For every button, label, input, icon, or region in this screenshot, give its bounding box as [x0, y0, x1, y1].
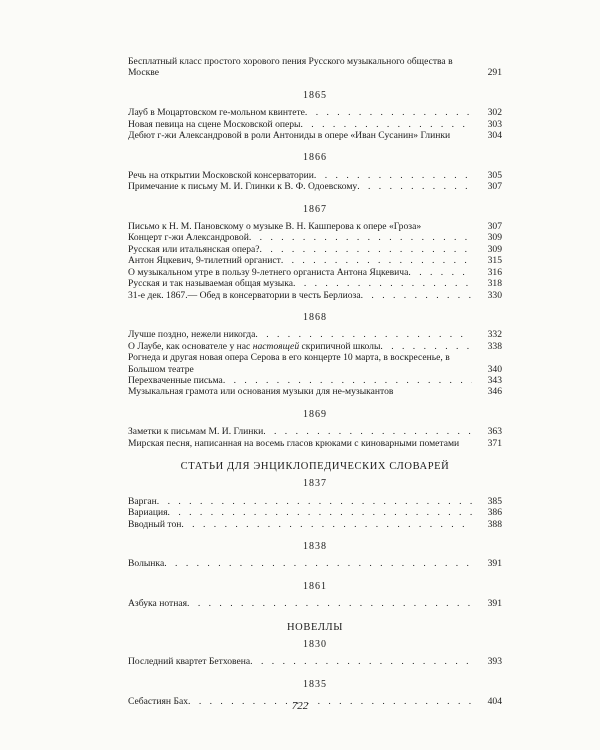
toc-entry-title: Дебют г-жи Александровой в роли Антониды в опере «Иван Сусанин» Глинки — [128, 130, 451, 142]
toc-entry-title: Письмо к Н. М. Пановскому о музыке В. Н. Кашперова к опере «Гроза» — [128, 221, 422, 233]
year-heading: 1865 — [303, 89, 327, 101]
toc-entry-page: 309 — [487, 232, 502, 244]
toc-entry-page: 315 — [487, 255, 502, 267]
toc-entry — [128, 329, 502, 340]
toc-entry-title: Заметки к письмам М. И. Глинки . . . — [128, 426, 472, 437]
year-heading: 1835 — [303, 678, 327, 690]
toc-entry-title: Речь на открытии Московской консерватории . . . — [128, 170, 472, 181]
toc-entry-page: 393 — [487, 656, 502, 668]
year-heading: 1830 — [303, 639, 327, 651]
toc-entry-page: 404 — [487, 696, 502, 708]
toc-entry-page: 304 — [487, 130, 502, 142]
title-part: скрипичной школы — [299, 340, 381, 352]
toc-entry — [128, 386, 502, 397]
toc-entry-title: Волынка . . . — [128, 558, 472, 569]
toc-entry-page: 343 — [487, 374, 502, 386]
toc-entry-page: 340 — [487, 363, 502, 375]
year-heading: 1861 — [303, 580, 327, 592]
page-number: 722 — [291, 700, 309, 712]
year-heading: 1867 — [303, 203, 327, 215]
toc-entry — [128, 426, 502, 437]
toc-entry — [128, 507, 502, 518]
toc-entry-title: Музыкальная грамота или основания музыки для не-музыкантов — [128, 386, 394, 398]
toc-entry — [128, 496, 502, 507]
toc-entry-page: 309 — [487, 243, 502, 255]
toc-entry — [128, 170, 502, 181]
toc-entry-page: 332 — [487, 329, 502, 341]
year-heading: 1868 — [303, 311, 327, 323]
toc-entry — [128, 232, 502, 243]
toc-entry-page: 316 — [487, 266, 502, 278]
toc-entry-title: Азбука нотная . . . — [128, 598, 472, 609]
toc-entry — [128, 341, 502, 352]
toc-entry — [128, 278, 502, 289]
toc-entry — [128, 519, 502, 530]
toc-entry — [128, 375, 502, 386]
title-part: О Лаубе, как основателе у нас — [128, 340, 253, 352]
toc-entry — [128, 352, 502, 375]
section-heading: СТАТЬИ ДЛЯ ЭНЦИКЛОПЕДИЧЕСКИХ СЛОВАРЕЙ — [180, 460, 450, 472]
toc-entry — [128, 107, 502, 118]
toc-entry — [128, 558, 502, 569]
toc-entry-title: Примечание к письму М. И. Глинки к В. Ф. Одоевскому . . . — [128, 181, 472, 192]
toc-entry-title: Лауб в Моцартовском ге-мольном квинтете . . . — [128, 107, 472, 118]
toc-entry-title: Вариация . . . — [128, 507, 472, 518]
toc-entry-page: 391 — [487, 598, 502, 610]
toc-entry — [128, 244, 502, 255]
toc-entry-page: 371 — [487, 437, 502, 449]
toc-entry-page: 338 — [487, 340, 502, 352]
toc-entry-page: 346 — [487, 386, 502, 398]
toc-entry-page: 305 — [487, 169, 502, 181]
toc-entry — [128, 438, 502, 449]
toc-entry-page: 386 — [487, 507, 502, 519]
toc-entry-page: 363 — [487, 426, 502, 438]
year-heading: 1869 — [303, 408, 327, 420]
toc-entry-page: 318 — [487, 278, 502, 290]
toc-entry — [128, 119, 502, 130]
toc-entry — [128, 598, 502, 609]
toc-entry-title: Русская и так называемая общая музыка . . . — [128, 278, 472, 289]
toc-entry-page: 391 — [487, 558, 502, 570]
toc-entry-title: Бесплатный класс простого хорового пения Русского музыкального общества в Москве — [128, 56, 453, 79]
toc-entry — [128, 656, 502, 667]
toc-entry-title: Варган . . . — [128, 496, 472, 507]
toc-entry-title: О музыкальном утре в пользу 9-летнего органиста Антона Яцкевича . . . — [128, 267, 472, 278]
toc-entry-page: 330 — [487, 289, 502, 301]
toc-entry-page: 307 — [487, 221, 502, 233]
toc-entry — [128, 181, 502, 192]
year-heading: 1838 — [303, 541, 327, 552]
toc-entry — [128, 56, 502, 79]
toc-entry-page: 291 — [487, 67, 502, 79]
toc-entry — [128, 130, 502, 141]
toc-entry-title: 31-е дек. 1867.— Обед в консерватории в честь Берлиоза . . . — [128, 290, 472, 301]
section-heading: НОВЕЛЛЫ — [286, 621, 344, 633]
year-heading: 1837 — [303, 478, 327, 490]
toc-entry-title: Антон Яцкевич, 9-тилетний органист . . . — [128, 255, 472, 266]
toc-entry — [128, 290, 502, 301]
toc-entry-title: Лучше поздно, нежели никогда . . . — [128, 329, 472, 340]
toc-entry-title: Последний квартет Бетховена . . . — [128, 656, 472, 667]
table-of-contents — [128, 56, 502, 708]
toc-entry — [128, 255, 502, 266]
year-heading: 1866 — [303, 152, 327, 164]
toc-entry-page: 302 — [487, 107, 502, 119]
toc-entry-title: Концерт г-жи Александровой . . . — [128, 232, 472, 243]
toc-entry-title: Мирская песня, написанная на восемь гласов крюками с киноварными пометами — [128, 437, 460, 449]
toc-entry-title: Вводный тон . . . — [128, 519, 472, 530]
toc-entry-title — [128, 341, 472, 352]
toc-entry — [128, 221, 502, 232]
toc-entry-page: 303 — [487, 118, 502, 130]
toc-entry-page: 385 — [487, 495, 502, 507]
italic-word: настоящей — [252, 340, 300, 352]
toc-entry-title: Русская или итальянская опера? . . . — [128, 244, 472, 255]
toc-entry — [128, 267, 502, 278]
toc-entry-title: Рогнеда и другая новая опера Серова в его концерте 10 марта, в воскресенье, в Большом театре — [128, 352, 450, 375]
toc-entry-page: 388 — [487, 518, 502, 530]
toc-entry-title: Новая певица на сцене Московской оперы . . . — [128, 119, 472, 130]
toc-entry-page: 307 — [487, 181, 502, 193]
toc-entry-title: Перехваченные письма . . . — [128, 375, 472, 386]
toc-entry-title: Себастиян Бах . . . — [128, 696, 472, 707]
